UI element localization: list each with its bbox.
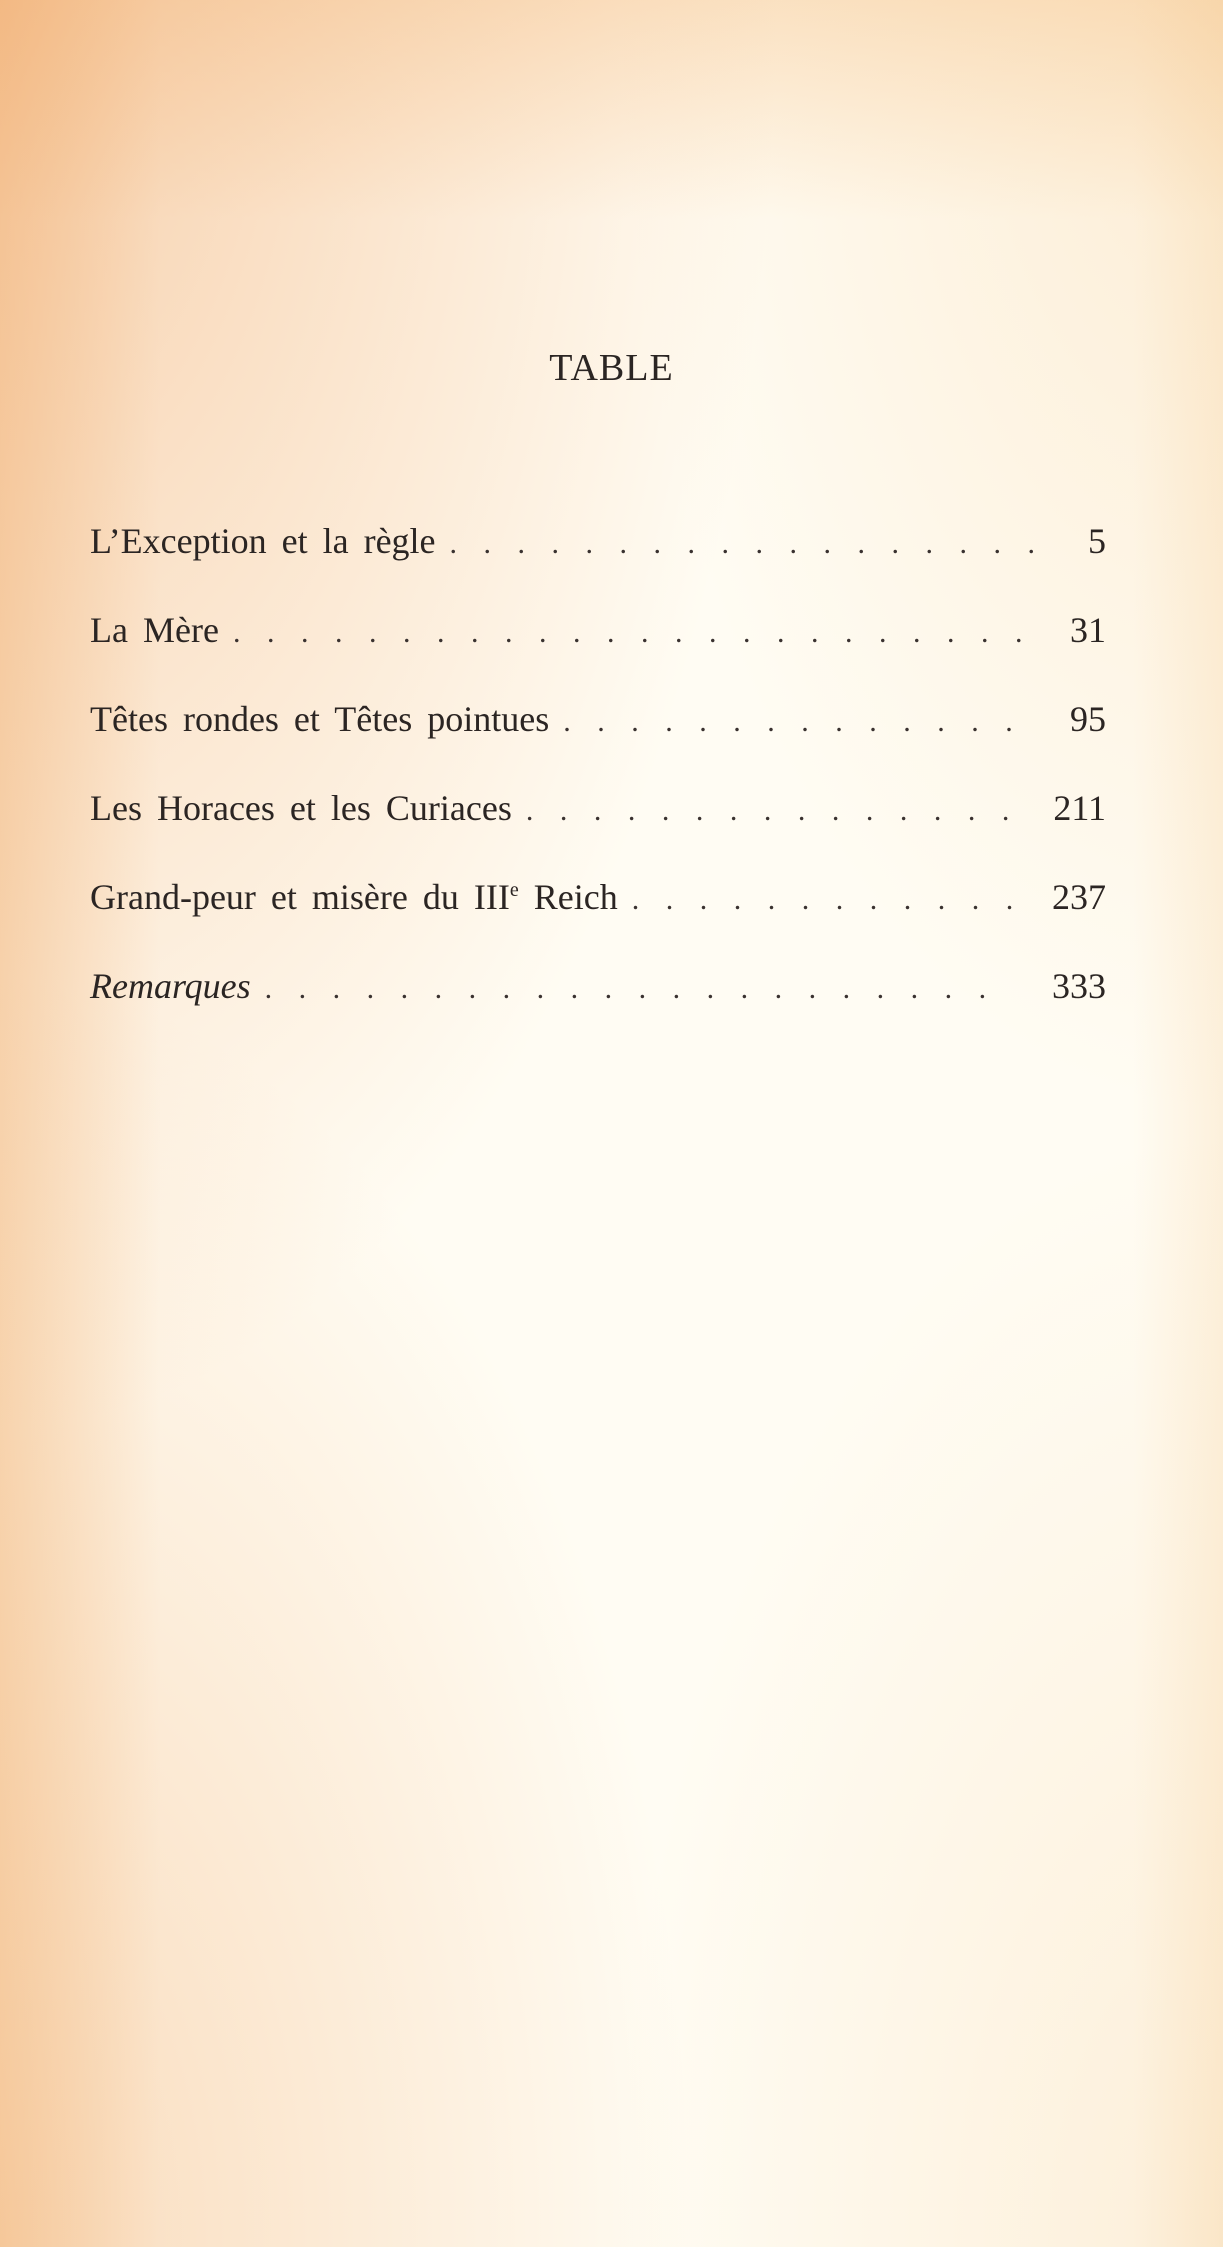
toc-entry-title: La Mère — [90, 610, 219, 650]
toc-entry — [90, 609, 1106, 698]
toc-entry-title: L’Exception et la règle — [90, 521, 436, 561]
dot-leader — [233, 616, 1032, 650]
toc-entry-title: Les Horaces et les Curiaces — [90, 788, 512, 828]
dot-leader — [265, 972, 1014, 1006]
table-of-contents — [90, 520, 1106, 1054]
toc-entry-title-tail: Reich — [518, 877, 618, 917]
toc-entry-title: Têtes rondes et Têtes pointues — [90, 699, 550, 739]
toc-entry-page: 95 — [1070, 699, 1106, 739]
dot-leader — [563, 705, 1032, 739]
toc-entry — [90, 520, 1106, 609]
toc-entry — [90, 787, 1106, 876]
toc-entry — [90, 698, 1106, 787]
dot-leader — [450, 527, 1050, 561]
page-heading: TABLE — [549, 347, 674, 389]
toc-entry-page: 333 — [1052, 966, 1106, 1006]
toc-entry — [90, 965, 1106, 1054]
toc-entry-title — [90, 876, 618, 918]
toc-entry-title-main: Grand-peur et misère du III — [90, 877, 510, 917]
toc-entry-page: 31 — [1070, 610, 1106, 650]
toc-entry-title: Remarques — [90, 966, 251, 1006]
toc-entry-title-superscript: e — [509, 879, 519, 901]
toc-entry — [90, 876, 1106, 965]
dot-leader — [632, 883, 1014, 917]
toc-entry-page: 211 — [1053, 788, 1106, 828]
toc-entry-page: 237 — [1052, 877, 1106, 917]
dot-leader — [526, 794, 1016, 828]
toc-entry-page: 5 — [1088, 521, 1106, 561]
